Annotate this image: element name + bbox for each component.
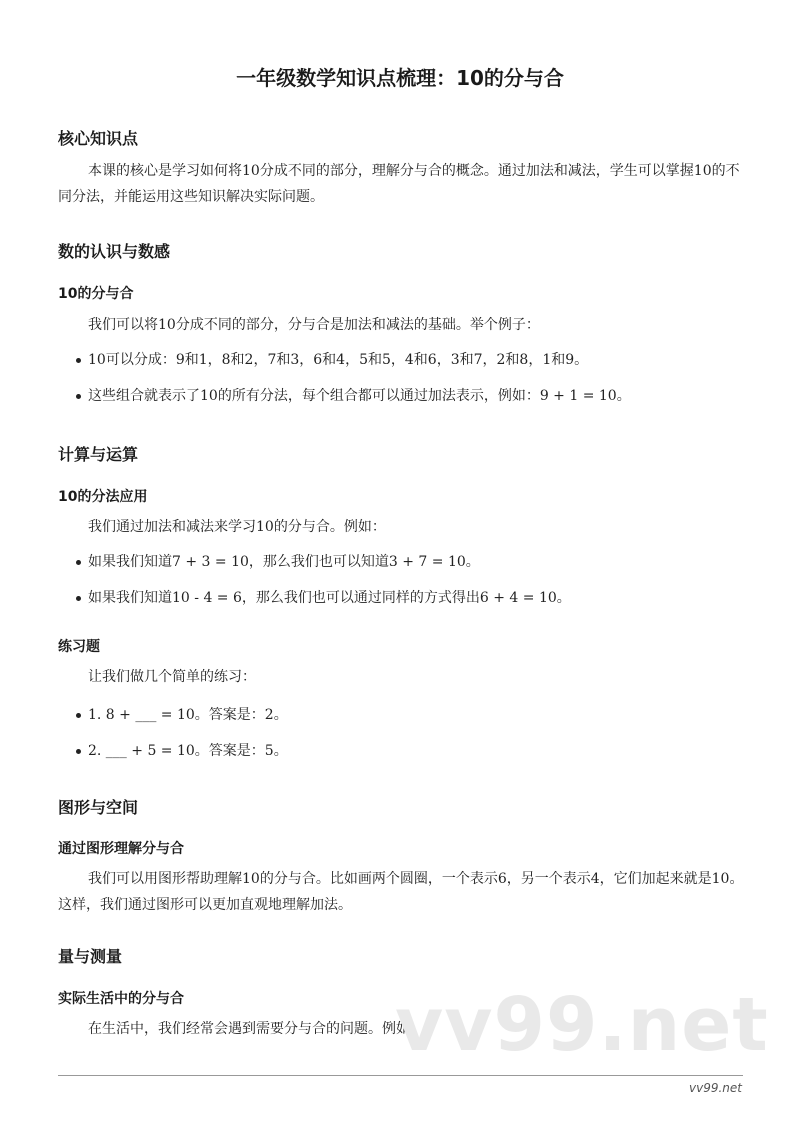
paragraph-life-compose: 在生活中，我们经常会遇到需要分与合的问题。例如： [88,1021,424,1037]
section-heading-core: 核心知识点 [58,129,139,148]
list-item: 1. 8 + ___ = 10。答案是：2。 [58,705,748,725]
footer-site-label: vv99.net [689,1081,742,1095]
paragraph-ten-application: 我们通过加法和减法来学习10的分与合。例如： [88,519,386,535]
section-heading-calculation: 计算与运算 [58,445,139,464]
list-item: 2. ___ + 5 = 10。答案是：5。 [58,741,748,761]
page-title: 一年级数学知识点梳理：10的分与合 [236,66,564,90]
list-item: 如果我们知道7 + 3 = 10，那么我们也可以知道3 + 7 = 10。 [58,552,748,572]
paragraph-exercises: 让我们做几个简单的练习： [88,669,256,685]
list-item: 如果我们知道10 - 4 = 6，那么我们也可以通过同样的方式得出6 + 4 = 10。 [58,588,748,608]
bullet-list-exercises [58,705,748,777]
section-heading-number-sense: 数的认识与数感 [58,242,171,261]
paragraph-ten-compose: 我们可以将10分成不同的部分，分与合是加法和减法的基础。举个例子： [88,317,540,333]
watermark: vv99.net [395,982,769,1068]
paragraph-shape-compose: 我们可以用图形帮助理解10的分与合。比如画两个圆圈，一个表示6，另一个表示4，它们加起来就是10。这样，我们通过图形可以更加直观地理解加法。 [58,871,744,913]
subheading-shape-compose: 通过图形理解分与合 [58,841,184,857]
section-heading-shape-space: 图形与空间 [58,798,139,817]
subheading-ten-application: 10的分法应用 [58,489,148,505]
subheading-exercises: 练习题 [58,639,100,655]
section-heading-measurement: 量与测量 [58,947,123,966]
bullet-list-ten-compose [58,350,748,422]
subheading-ten-compose: 10的分与合 [58,286,134,302]
subheading-life-compose: 实际生活中的分与合 [58,991,184,1007]
bullet-list-ten-application [58,552,748,624]
section-paragraph-core: 本课的核心是学习如何将10分成不同的部分，理解分与合的概念。通过加法和减法，学生可以掌握10的不同分法，并能运用这些知识解决实际问题。 [58,163,740,205]
list-item: 这些组合就表示了10的所有分法，每个组合都可以通过加法表示，例如：9 + 1 = 10。 [58,386,748,406]
footer-divider [58,1075,743,1076]
list-item: 10可以分成：9和1，8和2，7和3，6和4，5和5，4和6，3和7，2和8，1和9。 [58,350,748,370]
